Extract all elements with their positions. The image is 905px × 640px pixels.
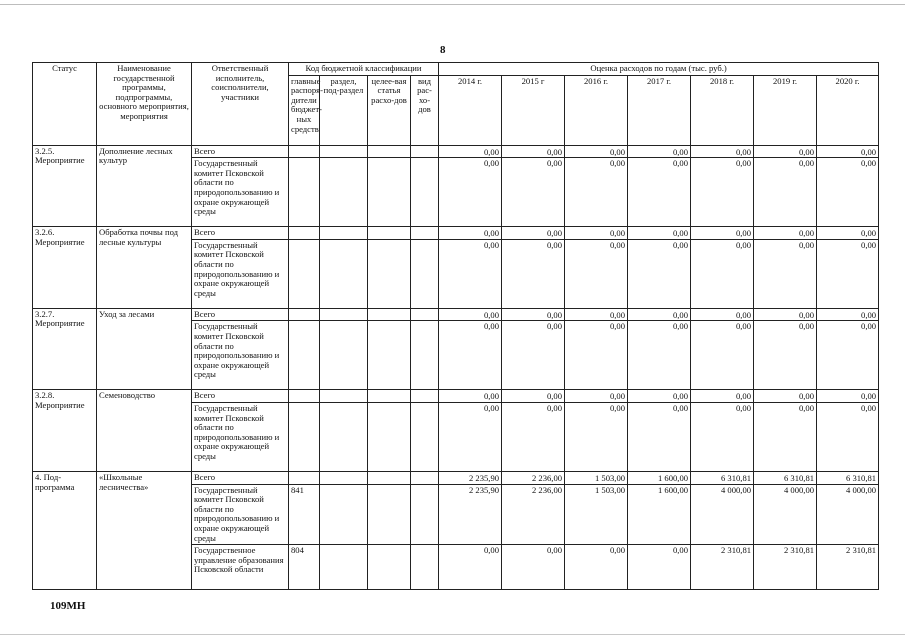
row-total-value: 2 236,00 bbox=[502, 471, 565, 484]
subrow-value: 0,00 bbox=[439, 402, 502, 471]
row-total-value: 0,00 bbox=[691, 145, 754, 158]
row-total-value: 0,00 bbox=[565, 390, 628, 403]
header-grbs: главные распоря-дители бюджет-ных средств bbox=[289, 75, 320, 145]
subrow-value: 0,00 bbox=[691, 239, 754, 308]
row-total-label: Всего bbox=[192, 227, 289, 240]
row-total-code-cell bbox=[368, 145, 411, 158]
row-total-value: 0,00 bbox=[439, 390, 502, 403]
row-total-code-cell bbox=[411, 308, 439, 321]
subrow-value: 0,00 bbox=[817, 321, 879, 390]
row-total-value: 0,00 bbox=[502, 390, 565, 403]
subrow-executor: Государственный комитет Псковской области по природопользованию и охране окружающей среды bbox=[192, 158, 289, 227]
header-executor: Ответственный исполнитель, соисполнители, участники bbox=[192, 63, 289, 146]
subrow-value: 0,00 bbox=[754, 402, 817, 471]
row-total-value: 0,00 bbox=[817, 308, 879, 321]
subrow-code-cell bbox=[320, 321, 368, 390]
subrow-value: 0,00 bbox=[628, 402, 691, 471]
table-row bbox=[33, 471, 879, 484]
header-year-2017: 2017 г. bbox=[628, 75, 691, 145]
header-expenses: Оценка расходов по годам (тыс. руб.) bbox=[439, 63, 879, 76]
subrow-value: 2 310,81 bbox=[691, 545, 754, 590]
row-total-value: 0,00 bbox=[754, 227, 817, 240]
row-total-value: 0,00 bbox=[565, 227, 628, 240]
row-total-code-cell bbox=[368, 308, 411, 321]
row-total-code-cell bbox=[289, 390, 320, 403]
row-total-value: 6 310,81 bbox=[817, 471, 879, 484]
row-total-value: 0,00 bbox=[565, 145, 628, 158]
subrow-value: 0,00 bbox=[502, 402, 565, 471]
subrow-grbs-code bbox=[289, 402, 320, 471]
subrow-code-cell bbox=[320, 484, 368, 545]
subrow-value: 2 235,90 bbox=[439, 484, 502, 545]
header-csr: целее-вая статья расхо-дов bbox=[368, 75, 411, 145]
subrow-code-cell bbox=[411, 545, 439, 590]
subrow-code-cell bbox=[368, 158, 411, 227]
row-name: Дополнение лесных культур bbox=[97, 145, 192, 227]
row-total-value: 6 310,81 bbox=[691, 471, 754, 484]
row-total-value: 0,00 bbox=[565, 308, 628, 321]
subrow-value: 0,00 bbox=[565, 402, 628, 471]
row-total-value: 0,00 bbox=[817, 145, 879, 158]
subrow-code-cell bbox=[320, 158, 368, 227]
subrow-value: 2 310,81 bbox=[817, 545, 879, 590]
subrow-code-cell bbox=[368, 239, 411, 308]
row-total-code-cell bbox=[289, 145, 320, 158]
row-total-code-cell bbox=[289, 227, 320, 240]
subrow-code-cell bbox=[411, 239, 439, 308]
row-total-value: 1 503,00 bbox=[565, 471, 628, 484]
header-status: Статус bbox=[33, 63, 97, 146]
row-total-code-cell bbox=[411, 390, 439, 403]
table-row bbox=[33, 308, 879, 321]
row-total-value: 0,00 bbox=[439, 227, 502, 240]
subrow-grbs-code bbox=[289, 321, 320, 390]
row-total-value: 0,00 bbox=[502, 227, 565, 240]
subrow-executor: Государственное управление образования Псковской области bbox=[192, 545, 289, 590]
subrow-executor: Государственный комитет Псковской области по природопользованию и охране окружающей среды bbox=[192, 402, 289, 471]
subrow-value: 0,00 bbox=[502, 321, 565, 390]
subrow-executor: Государственный комитет Псковской области по природопользованию и охране окружающей среды bbox=[192, 484, 289, 545]
header-year-2015: 2015 г bbox=[502, 75, 565, 145]
subrow-value: 0,00 bbox=[628, 158, 691, 227]
row-total-value: 0,00 bbox=[691, 227, 754, 240]
subrow-value: 0,00 bbox=[754, 239, 817, 308]
row-total-value: 0,00 bbox=[817, 227, 879, 240]
row-total-value: 0,00 bbox=[439, 308, 502, 321]
subrow-grbs-code bbox=[289, 239, 320, 308]
subrow-value: 0,00 bbox=[817, 158, 879, 227]
subrow-grbs-code: 841 bbox=[289, 484, 320, 545]
subrow-code-cell bbox=[320, 239, 368, 308]
row-total-value: 0,00 bbox=[628, 227, 691, 240]
subrow-executor: Государственный комитет Псковской области по природопользованию и охране окружающей среды bbox=[192, 321, 289, 390]
budget-table bbox=[32, 62, 879, 590]
row-name: «Школьные лесничества» bbox=[97, 471, 192, 589]
header-budget-code: Код бюджетной классификации bbox=[289, 63, 439, 76]
row-total-value: 0,00 bbox=[817, 390, 879, 403]
header-rzpr: раздел, под-раздел bbox=[320, 75, 368, 145]
row-total-code-cell bbox=[411, 145, 439, 158]
subrow-value: 0,00 bbox=[691, 321, 754, 390]
row-total-label: Всего bbox=[192, 471, 289, 484]
header-year-2019: 2019 г. bbox=[754, 75, 817, 145]
row-total-label: Всего bbox=[192, 390, 289, 403]
subrow-value: 0,00 bbox=[565, 545, 628, 590]
row-total-value: 0,00 bbox=[754, 145, 817, 158]
subrow-code-cell bbox=[320, 402, 368, 471]
row-total-code-cell bbox=[411, 471, 439, 484]
subrow-code-cell bbox=[368, 545, 411, 590]
row-total-value: 0,00 bbox=[628, 390, 691, 403]
row-total-value: 0,00 bbox=[691, 308, 754, 321]
row-name: Семеноводство bbox=[97, 390, 192, 472]
header-year-2018: 2018 г. bbox=[691, 75, 754, 145]
subrow-value: 0,00 bbox=[439, 545, 502, 590]
row-total-value: 0,00 bbox=[628, 145, 691, 158]
row-total-value: 0,00 bbox=[691, 390, 754, 403]
row-total-value: 0,00 bbox=[754, 390, 817, 403]
row-name: Уход за лесами bbox=[97, 308, 192, 390]
page-number: 8 bbox=[440, 44, 446, 56]
subrow-value: 0,00 bbox=[565, 158, 628, 227]
subrow-grbs-code bbox=[289, 158, 320, 227]
subrow-value: 0,00 bbox=[502, 239, 565, 308]
header-year-2016: 2016 г. bbox=[565, 75, 628, 145]
scan-edge-top bbox=[0, 4, 905, 5]
subrow-value: 0,00 bbox=[502, 545, 565, 590]
subrow-code-cell bbox=[411, 321, 439, 390]
row-total-value: 0,00 bbox=[754, 308, 817, 321]
subrow-code-cell bbox=[368, 321, 411, 390]
row-total-value: 2 235,90 bbox=[439, 471, 502, 484]
scan-edge-bottom bbox=[0, 634, 905, 635]
header-year-2014: 2014 г. bbox=[439, 75, 502, 145]
row-total-label: Всего bbox=[192, 145, 289, 158]
row-total-value: 6 310,81 bbox=[754, 471, 817, 484]
subrow-value: 0,00 bbox=[565, 321, 628, 390]
row-total-code-cell bbox=[368, 227, 411, 240]
subrow-value: 0,00 bbox=[817, 239, 879, 308]
row-total-value: 0,00 bbox=[628, 308, 691, 321]
table-row bbox=[33, 390, 879, 403]
subrow-value: 0,00 bbox=[628, 321, 691, 390]
table-body bbox=[33, 145, 879, 590]
subrow-value: 0,00 bbox=[754, 321, 817, 390]
row-status: 4. Под-программа bbox=[33, 471, 97, 589]
subrow-value: 0,00 bbox=[691, 402, 754, 471]
subrow-value: 0,00 bbox=[565, 239, 628, 308]
subrow-value: 0,00 bbox=[439, 239, 502, 308]
subrow-value: 1 503,00 bbox=[565, 484, 628, 545]
row-total-value: 0,00 bbox=[502, 308, 565, 321]
subrow-value: 0,00 bbox=[691, 158, 754, 227]
subrow-code-cell bbox=[320, 545, 368, 590]
subrow-grbs-code: 804 bbox=[289, 545, 320, 590]
subrow-value: 0,00 bbox=[439, 321, 502, 390]
row-status: 3.2.6. Мероприятие bbox=[33, 227, 97, 309]
row-total-value: 0,00 bbox=[439, 145, 502, 158]
row-total-code-cell bbox=[320, 471, 368, 484]
row-total-value: 0,00 bbox=[502, 145, 565, 158]
row-total-code-cell bbox=[368, 471, 411, 484]
subrow-value: 0,00 bbox=[502, 158, 565, 227]
row-status: 3.2.8. Мероприятие bbox=[33, 390, 97, 472]
subrow-value: 0,00 bbox=[439, 158, 502, 227]
row-total-label: Всего bbox=[192, 308, 289, 321]
row-status: 3.2.7. Мероприятие bbox=[33, 308, 97, 390]
row-status: 3.2.5. Мероприятие bbox=[33, 145, 97, 227]
header-vr: вид рас-хо-дов bbox=[411, 75, 439, 145]
subrow-executor: Государственный комитет Псковской области по природопользованию и охране окружающей среды bbox=[192, 239, 289, 308]
footer-code: 109МН bbox=[50, 600, 86, 612]
subrow-value: 2 310,81 bbox=[754, 545, 817, 590]
subrow-code-cell bbox=[368, 402, 411, 471]
row-total-code-cell bbox=[320, 145, 368, 158]
row-total-code-cell bbox=[289, 308, 320, 321]
subrow-code-cell bbox=[411, 402, 439, 471]
row-total-code-cell bbox=[320, 390, 368, 403]
row-total-code-cell bbox=[411, 227, 439, 240]
subrow-value: 0,00 bbox=[628, 239, 691, 308]
subrow-code-cell bbox=[411, 484, 439, 545]
subrow-code-cell bbox=[368, 484, 411, 545]
row-total-code-cell bbox=[320, 227, 368, 240]
subrow-value: 2 236,00 bbox=[502, 484, 565, 545]
table-row bbox=[33, 227, 879, 240]
subrow-code-cell bbox=[411, 158, 439, 227]
header-name: Наименование государственной программы, подпрограммы, основного мероприятия, мероприятия bbox=[97, 63, 192, 146]
subrow-value: 4 000,00 bbox=[754, 484, 817, 545]
subrow-value: 0,00 bbox=[817, 402, 879, 471]
subrow-value: 0,00 bbox=[754, 158, 817, 227]
subrow-value: 4 000,00 bbox=[817, 484, 879, 545]
row-total-code-cell bbox=[320, 308, 368, 321]
header-year-2020: 2020 г. bbox=[817, 75, 879, 145]
row-name: Обработка почвы под лесные культуры bbox=[97, 227, 192, 309]
table-row bbox=[33, 145, 879, 158]
row-total-code-cell bbox=[368, 390, 411, 403]
subrow-value: 0,00 bbox=[628, 545, 691, 590]
row-total-code-cell bbox=[289, 471, 320, 484]
subrow-value: 4 000,00 bbox=[691, 484, 754, 545]
row-total-value: 1 600,00 bbox=[628, 471, 691, 484]
subrow-value: 1 600,00 bbox=[628, 484, 691, 545]
